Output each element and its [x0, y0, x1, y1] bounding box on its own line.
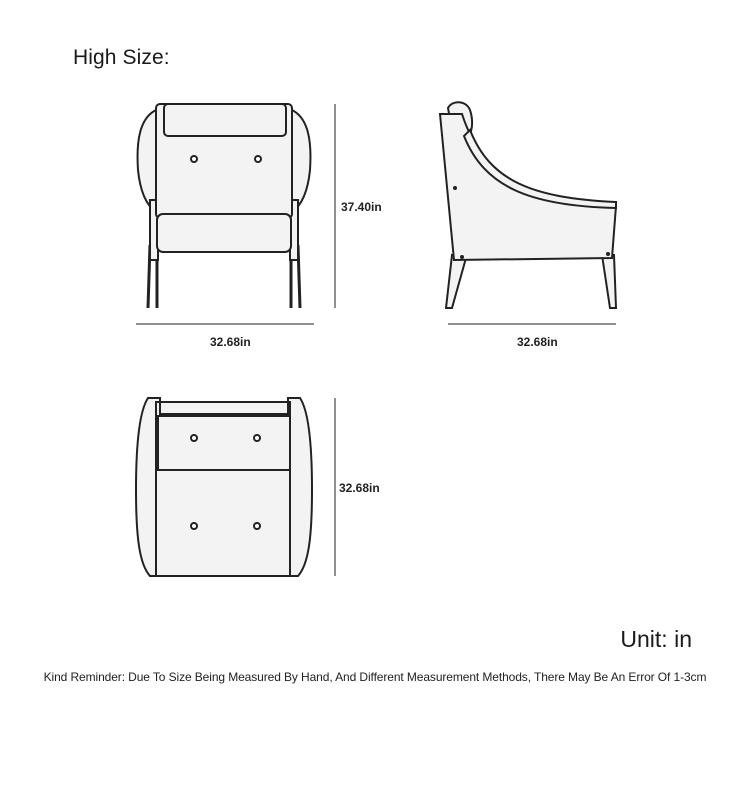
chair-side-view [440, 102, 616, 308]
page-title: High Size: [73, 46, 170, 69]
chair-top-view [136, 398, 312, 576]
top-depth-label: 32.68in [339, 481, 380, 495]
chair-front-view [138, 104, 311, 308]
unit-label: Unit: in [620, 626, 692, 652]
front-height-label: 37.40in [341, 200, 382, 214]
measurement-reminder: Kind Reminder: Due To Size Being Measured By Hand, And Different Measurement Methods, There May Be An Error Of 1-3cm [43, 670, 707, 684]
side-depth-label: 32.68in [517, 335, 558, 349]
front-width-label: 32.68in [210, 335, 251, 349]
